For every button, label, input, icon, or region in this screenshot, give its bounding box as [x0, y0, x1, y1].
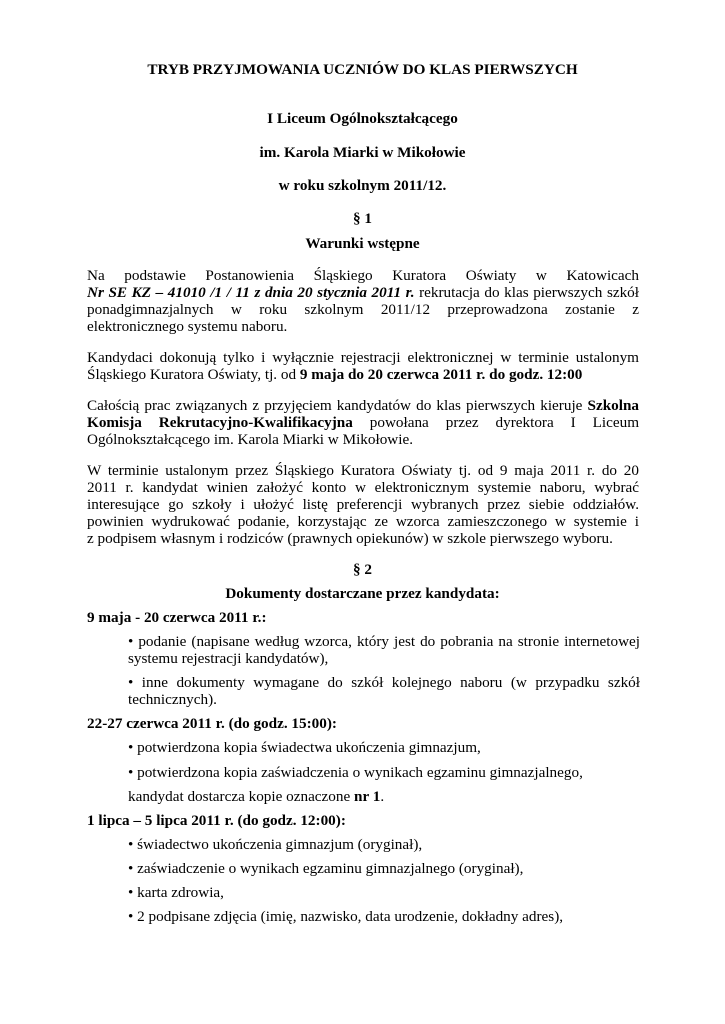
s1-p3-line2-rest: powołana przez dyrektora I Liceum [352, 414, 639, 431]
s1-p4-line2: 2011 r. kandydat winien założyć konto w elektronicznym systemie naboru, wybrać [87, 479, 639, 496]
period-1-label: 9 maja - 20 czerwca 2011 r.: [87, 609, 267, 626]
period-3-item-4: • 2 podpisane zdjęcia (imię, nazwisko, data urodzenie, dokładny adres), [128, 908, 564, 925]
s1-p2-line1: Kandydaci dokonują tylko i wyłącznie rejestracji elektronicznej w terminie ustalonym [87, 349, 639, 366]
s1-p3-line1 [87, 397, 639, 414]
period-3-item-3: • karta zdrowia, [128, 884, 224, 901]
document-title: TRYB PRZYJMOWANIA UCZNIÓW DO KLAS PIERWSZYCH [147, 61, 578, 78]
period-2-item-1: • potwierdzona kopia świadectwa ukończenia gimnazjum, [128, 739, 481, 756]
period-2-label: 22-27 czerwca 2011 r. (do godz. 15:00): [87, 715, 337, 732]
period-2-note-text: kandydat dostarcza kopie oznaczone [128, 788, 355, 805]
period-3-label: 1 lipca – 5 lipca 2011 r. (do godz. 12:00): [87, 812, 346, 829]
period-1-item-2-line2: technicznych). [128, 691, 217, 708]
copy-marker: nr 1 [354, 788, 381, 805]
s1-p1-line2 [87, 284, 639, 301]
period-1-item-1-line1: • podanie (napisane według wzorca, który jest do pobrania na stronie internetowej [128, 633, 640, 650]
section-2-heading: Dokumenty dostarczane przez kandydata: [225, 585, 500, 602]
period-1-item-2-line1: • inne dokumenty wymagane do szkół kolejnego naboru (w przypadku szkół [128, 674, 640, 691]
section-2-number: § 2 [353, 561, 372, 578]
s1-p3-line3: Ogólnokształcącego im. Karola Miarki w Mikołowie. [87, 431, 414, 448]
period-2-item-2: • potwierdzona kopia zaświadczenia o wynikach egzaminu gimnazjalnego, [128, 764, 583, 781]
school-patron: im. Karola Miarki w Mikołowie [259, 144, 466, 161]
s1-p3-line1-start: Całością prac związanych z przyjęciem kandydatów do klas pierwszych kieruje [87, 397, 588, 414]
s1-p1-line4: elektronicznego systemu naboru. [87, 318, 288, 335]
commission-name-part2: Komisja Rekrutacyjno-Kwalifikacyjna [87, 414, 353, 431]
s1-p4-line4: powinien wydrukować podanie, korzystając ze wzorca zamieszczonego w systemie i [87, 513, 639, 530]
s1-p1-line3: ponadgimnazjalnych w roku szkolnym 2011/12 przeprowadzona zostanie z [87, 301, 639, 318]
s1-p4-line5: z podpisem własnym i rodziców (prawnych opiekunów) w szkole pierwszego wyboru. [87, 530, 613, 547]
s1-p1-line2-rest: rekrutacja do klas pierwszych szkół [414, 284, 639, 301]
s1-p3-line2 [87, 414, 639, 431]
school-year: w roku szkolnym 2011/12. [278, 177, 447, 194]
decree-reference: Nr SE KZ – 41010 /1 / 11 z dnia 20 stycznia 2011 r. [87, 284, 415, 301]
s1-p2-line2 [87, 366, 639, 383]
s1-p4-line3: interesujące go szkoły i ułożyć listę preferencji wybranych przez siebie oddziałów. [87, 496, 639, 513]
s1-p4-line1: W terminie ustalonym przez Śląskiego Kuratora Oświaty tj. od 9 maja 2011 r. do 20 [87, 462, 639, 479]
period-2-note [128, 788, 640, 805]
section-1-number: § 1 [353, 210, 372, 227]
commission-name-part1: Szkolna [587, 397, 639, 414]
s1-p2-line2-start: Śląskiego Kuratora Oświaty, tj. od [87, 366, 300, 383]
period-2-note-end: . [380, 788, 385, 805]
period-3-item-2: • zaświadczenie o wynikach egzaminu gimnazjalnego (oryginał), [128, 860, 524, 877]
s1-p1-line1: Na podstawie Postanowienia Śląskiego Kuratora Oświaty w Katowicach [87, 267, 639, 284]
registration-deadline: 9 maja do 20 czerwca 2011 r. do godz. 12:00 [299, 366, 583, 383]
section-1-heading: Warunki wstępne [305, 235, 420, 252]
period-1-item-1-line2: systemu rejestracji kandydatów), [128, 650, 329, 667]
school-name: I Liceum Ogólnokształcącego [267, 110, 458, 127]
period-3-item-1: • świadectwo ukończenia gimnazjum (oryginał), [128, 836, 423, 853]
